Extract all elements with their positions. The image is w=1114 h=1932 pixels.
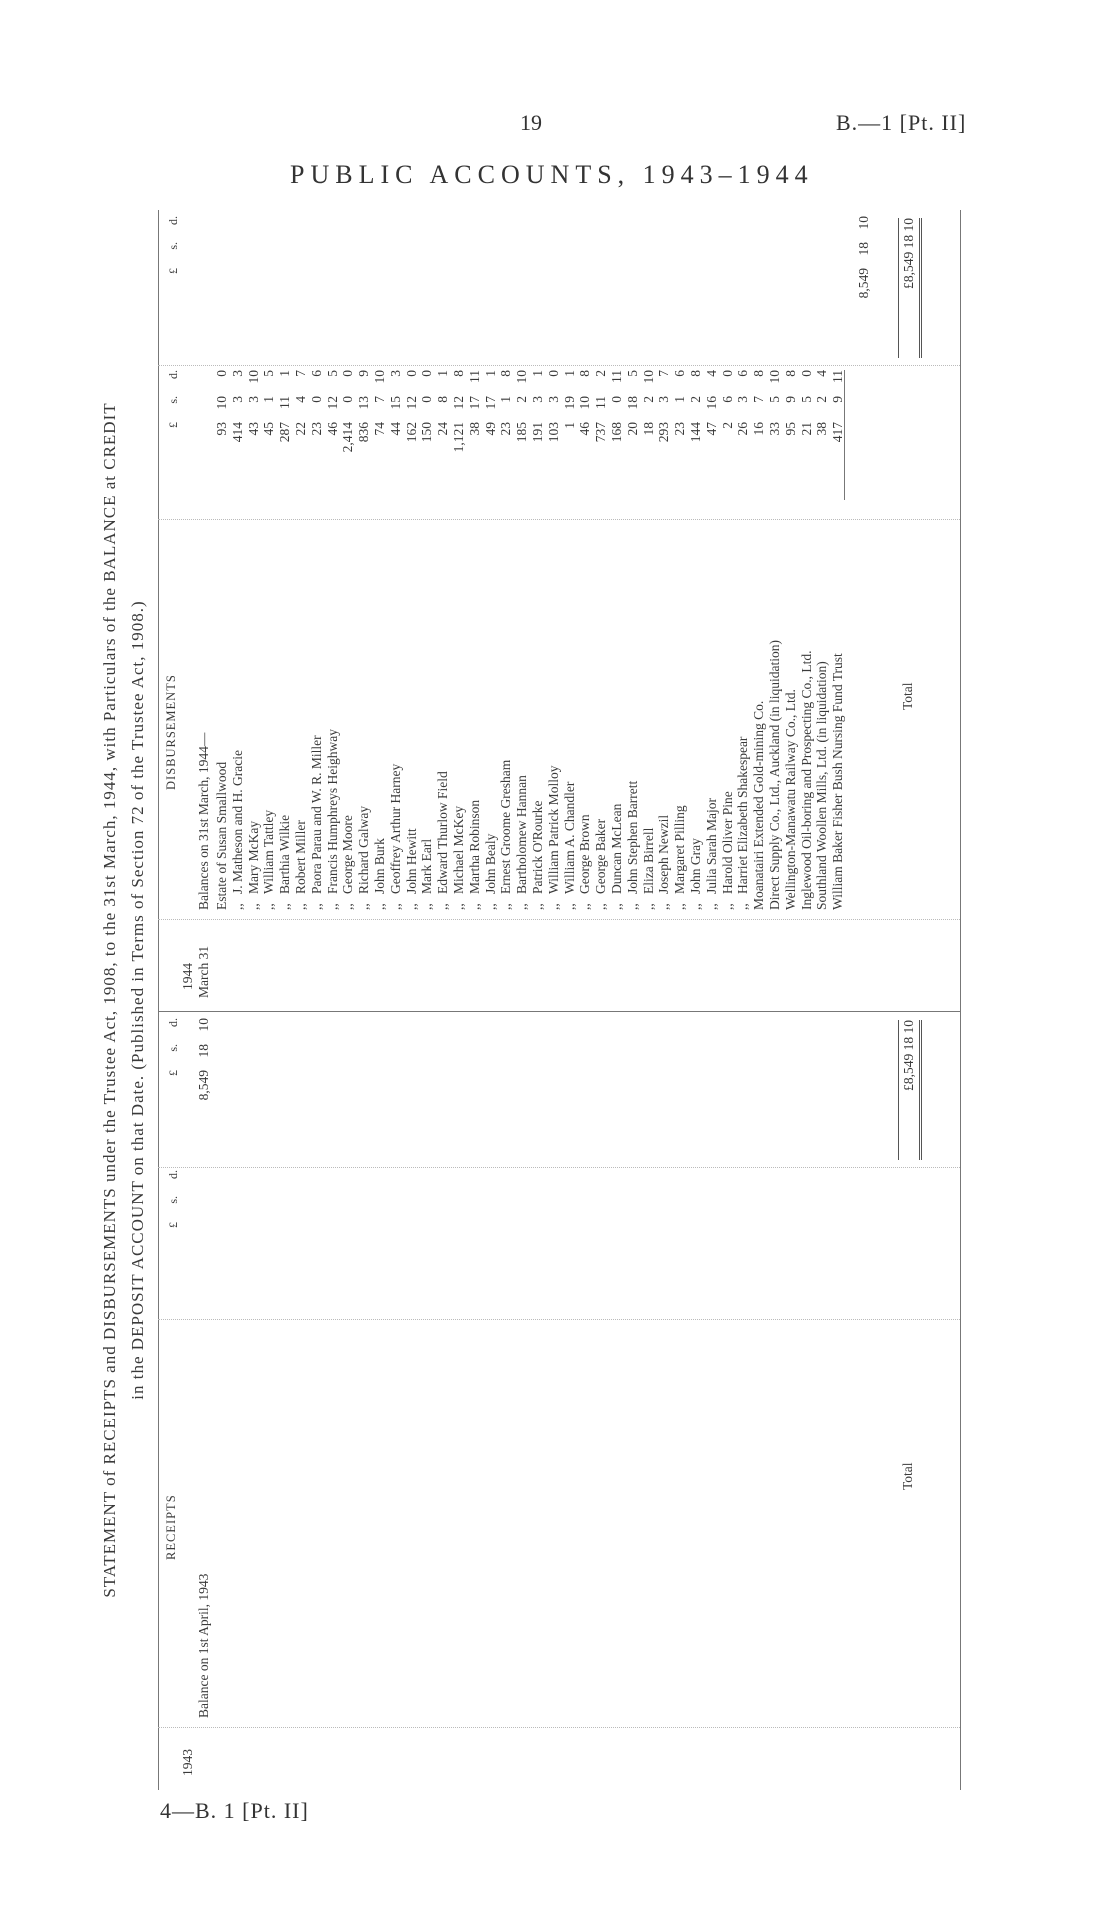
disbursement-row-label: Duncan McLean (609, 803, 624, 894)
receipts-total: £8,549 18 10 (898, 1020, 922, 1160)
disbursement-row-prefix: ,, (672, 903, 687, 910)
disbursement-row-prefix: ,, (372, 903, 387, 910)
disbursement-row-label: Barthia Wilkie (277, 814, 292, 894)
disbursement-row-amount: 2,414 0 0 (340, 370, 355, 453)
disbursement-row-label: Inglewood Oil-boring and Prospecting Co., Ltd. (799, 650, 814, 910)
disbursement-row-label: George Brown (577, 814, 592, 894)
disbursement-row-amount: 38 17 11 (467, 370, 482, 436)
disbursement-row-label: Richard Galway (356, 805, 371, 894)
disbursement-row-prefix: ,, (625, 903, 640, 910)
disbursement-row-amount: 1,121 12 8 (451, 370, 466, 453)
receipts-total-label: Total (900, 1462, 915, 1490)
disbursement-row-prefix: ,, (293, 903, 308, 910)
disbursement-row-label: Eliza Birrell (641, 827, 656, 894)
disbursement-row-prefix: ,, (340, 903, 355, 910)
disbursement-row-label: Patrick O'Rourke (530, 800, 545, 894)
disbursement-row-amount: 16 7 8 (751, 370, 766, 436)
disbursement-row-prefix: ,, (498, 903, 513, 910)
disbursement-row-prefix: ,, (261, 903, 276, 910)
disbursement-row-amount: 162 12 0 (404, 370, 419, 443)
disbursement-row-amount: 191 3 1 (530, 370, 545, 443)
disbursement-row-label: Geoffrey Arthur Harney (388, 763, 403, 894)
disbursements-amount2-col-rule (158, 365, 960, 366)
receipts-amount2-col-rule (158, 1167, 960, 1168)
disbursement-row-prefix: ,, (309, 903, 324, 910)
disbursement-row-label: Mark Earl (419, 838, 434, 894)
page-reference-bottom: 4—B. 1 [Pt. II] (160, 1798, 309, 1823)
disbursement-row-amount: 49 17 1 (483, 370, 498, 436)
disbursement-row-label: George Baker (593, 818, 608, 894)
disbursement-row-amount: 46 12 5 (325, 370, 340, 436)
disbursement-row-amount: 2 6 0 (720, 370, 735, 429)
disbursement-row-label: Harriet Elizabeth Shakespear (735, 736, 750, 894)
disbursement-row-label: Paora Parau and W. R. Miller (309, 735, 324, 894)
disbursement-row-label: Francis Humphreys Heighway (325, 729, 340, 894)
disbursements-col-heads-2: £ s. d. (166, 216, 180, 274)
statement-title-line1: STATEMENT of RECEIPTS and DISBURSEMENTS under the Trustee Act, 1908, to the 31st March, 1944, with Particulars of the BALANCE at CREDIT (100, 402, 119, 1598)
disbursement-row-label: William Tattley (261, 809, 276, 894)
receipts-col-heads-2: £ s. d. (166, 1018, 180, 1076)
receipts-balance-label: Balance on 1st April, 1943 (196, 1573, 211, 1718)
table-bottom-rule (960, 210, 961, 1790)
page-reference-top: B.—1 [Pt. II] (836, 110, 967, 135)
disbursement-row-amount: 168 0 11 (609, 370, 624, 443)
disbursement-row-amount: 103 3 0 (546, 370, 561, 443)
disbursement-row-amount: 47 16 4 (704, 370, 719, 436)
disbursement-row-amount: 45 1 5 (261, 370, 276, 436)
disbursement-row-prefix: ,, (388, 903, 403, 910)
table-top-rule (158, 210, 159, 1790)
disbursements-subtotal: 8,549 18 10 (856, 216, 871, 299)
disbursement-row-label: Margaret Pilling (672, 805, 687, 894)
disbursement-row-amount: 93 10 0 (214, 370, 229, 436)
disbursement-row-label: Joseph Newzil (656, 814, 671, 894)
disbursement-row-amount: 38 2 4 (814, 370, 829, 436)
disbursement-row-amount: 20 18 5 (625, 370, 640, 436)
disbursement-row-amount: 33 5 10 (767, 370, 782, 436)
disbursement-row-prefix: ,, (325, 903, 340, 910)
receipts-year-col-rule (158, 1727, 960, 1728)
disbursement-row-label: Southland Woollen Mills, Ltd. (in liquidation) (814, 661, 829, 910)
disbursement-row-amount: 287 11 1 (277, 370, 292, 443)
disbursement-row-amount: 21 5 0 (799, 370, 814, 436)
disbursement-row-label: William Baker Fisher Bush Nursing Fund Trust (830, 653, 845, 910)
disbursement-row-prefix: ,, (577, 903, 592, 910)
disbursement-row-label: William A. Chandler (562, 781, 577, 894)
disbursement-row-label: Edward Thurlow Field (435, 771, 450, 894)
disbursement-row-prefix: ,, (641, 903, 656, 910)
disbursement-row-amount: 44 15 3 (388, 370, 403, 436)
disbursements-intro: Balances on 31st March, 1944— (196, 732, 211, 910)
disbursement-row-prefix: ,, (593, 903, 608, 910)
page-number: 19 (520, 110, 542, 135)
disbursement-row-label: Wellington-Manawatu Railway Co., Ltd. (783, 689, 798, 910)
disbursement-row-label: Estate of Susan Smallwood (214, 761, 229, 910)
disbursements-column-rule (844, 370, 845, 500)
disbursements-total-label: Total (900, 682, 915, 710)
disbursement-row-label: John Gray (688, 838, 703, 894)
disbursements-date-col-rule (158, 919, 960, 920)
disbursement-row-amount: 836 13 9 (356, 370, 371, 443)
receipts-amount1-col-rule (158, 1319, 960, 1320)
disbursement-row-amount: 22 4 7 (293, 370, 308, 436)
disbursement-row-amount: 417 9 11 (830, 370, 845, 443)
center-divider (158, 1011, 960, 1012)
disbursement-row-prefix: ,, (704, 903, 719, 910)
disbursement-row-prefix: ,, (404, 903, 419, 910)
disbursement-row-label: Michael McKey (451, 805, 466, 894)
disbursement-row-amount: 23 1 6 (672, 370, 687, 436)
disbursement-row-prefix: ,, (419, 903, 434, 910)
disbursement-row-label: Direct Supply Co., Ltd., Auckland (in liquidation) (767, 640, 782, 910)
receipts-year: 1943 (180, 1749, 195, 1776)
disbursement-row-prefix: ,, (514, 903, 529, 910)
disbursement-row-amount: 23 0 6 (309, 370, 324, 436)
disbursement-row-prefix: ,, (720, 903, 735, 910)
disbursement-row-amount: 23 1 8 (498, 370, 513, 436)
receipts-balance-amount: 8,549 18 10 (196, 1018, 211, 1101)
disbursement-row-amount: 26 3 6 (735, 370, 750, 436)
rotated-statement-table (100, 210, 1000, 1790)
disbursement-row-prefix: ,, (562, 903, 577, 910)
disbursement-row-amount: 293 3 7 (656, 370, 671, 443)
disbursement-row-prefix: ,, (546, 903, 561, 910)
disbursement-row-prefix: ,, (451, 903, 466, 910)
disbursements-year: 1944 (180, 963, 195, 990)
disbursement-row-amount: 1 19 1 (562, 370, 577, 429)
disbursement-row-label: Bartholomew Hannan (514, 775, 529, 894)
page-heading: PUBLIC ACCOUNTS, 1943–1944 (290, 160, 814, 189)
receipts-col-heads-1: £ s. d. (166, 1170, 180, 1228)
disbursement-row-prefix: ,, (735, 903, 750, 910)
disbursement-row-label: John Bealy (483, 833, 498, 894)
disbursement-row-prefix: ,, (356, 903, 371, 910)
disbursement-row-label: George Moore (340, 815, 355, 894)
disbursement-row-amount: 95 9 8 (783, 370, 798, 436)
disbursement-row-amount: 144 2 8 (688, 370, 703, 443)
disbursement-row-amount: 414 3 3 (230, 370, 245, 443)
disbursement-row-label: Harold Oliver Pine (720, 791, 735, 894)
disbursement-row-label: J. Matheson and H. Gracie (230, 750, 245, 894)
disbursement-row-prefix: ,, (483, 903, 498, 910)
disbursement-row-amount: 18 2 10 (641, 370, 656, 436)
disbursement-row-amount: 24 8 1 (435, 370, 450, 436)
disbursement-row-label: John Stephen Barrett (625, 780, 640, 894)
disbursement-row-amount: 185 2 10 (514, 370, 529, 443)
disbursement-row-amount: 150 0 0 (419, 370, 434, 443)
disbursement-row-label: Moanatairi Extended Gold-mining Co. (751, 700, 766, 910)
receipts-heading: RECEIPTS (164, 1494, 178, 1560)
disbursement-row-label: William Patrick Molloy (546, 765, 561, 894)
disbursement-row-label: Julia Sarah Major (704, 798, 719, 894)
disbursement-row-label: Robert Miller (293, 820, 308, 894)
disbursement-row-amount: 74 7 10 (372, 370, 387, 436)
disbursements-date: March 31 (196, 945, 211, 998)
disbursement-row-label: Mary McKay (246, 820, 261, 894)
disbursement-row-amount: 737 11 2 (593, 370, 608, 443)
disbursement-row-label: Martha Robinson (467, 799, 482, 894)
disbursement-row-prefix: ,, (656, 903, 671, 910)
disbursement-row-prefix: ,, (230, 903, 245, 910)
disbursement-row-prefix: ,, (467, 903, 482, 910)
disbursement-row-label: John Hewitt (404, 828, 419, 894)
disbursement-row-prefix: ,, (609, 903, 624, 910)
disbursement-row-amount: 43 3 10 (246, 370, 261, 436)
disbursement-row-prefix: ,, (246, 903, 261, 910)
disbursements-heading: DISBURSEMENTS (164, 674, 178, 790)
disbursement-row-amount: 46 10 8 (577, 370, 592, 436)
disbursement-row-prefix: ,, (435, 903, 450, 910)
disbursement-row-prefix: ,, (277, 903, 292, 910)
disbursements-total: £8,549 18 10 (898, 218, 922, 358)
disbursement-row-label: John Burk (372, 838, 387, 894)
disbursement-row-prefix: ,, (530, 903, 545, 910)
disbursement-row-label: Ernest Groome Gresham (498, 759, 513, 894)
statement-title-line2: in the DEPOSIT ACCOUNT on that Date. (Published in Terms of Section 72 of the Trustee Act, 1908.) (128, 600, 147, 1400)
disbursement-row-prefix: ,, (688, 903, 703, 910)
disbursements-col-heads-1: £ s. d. (166, 370, 180, 428)
